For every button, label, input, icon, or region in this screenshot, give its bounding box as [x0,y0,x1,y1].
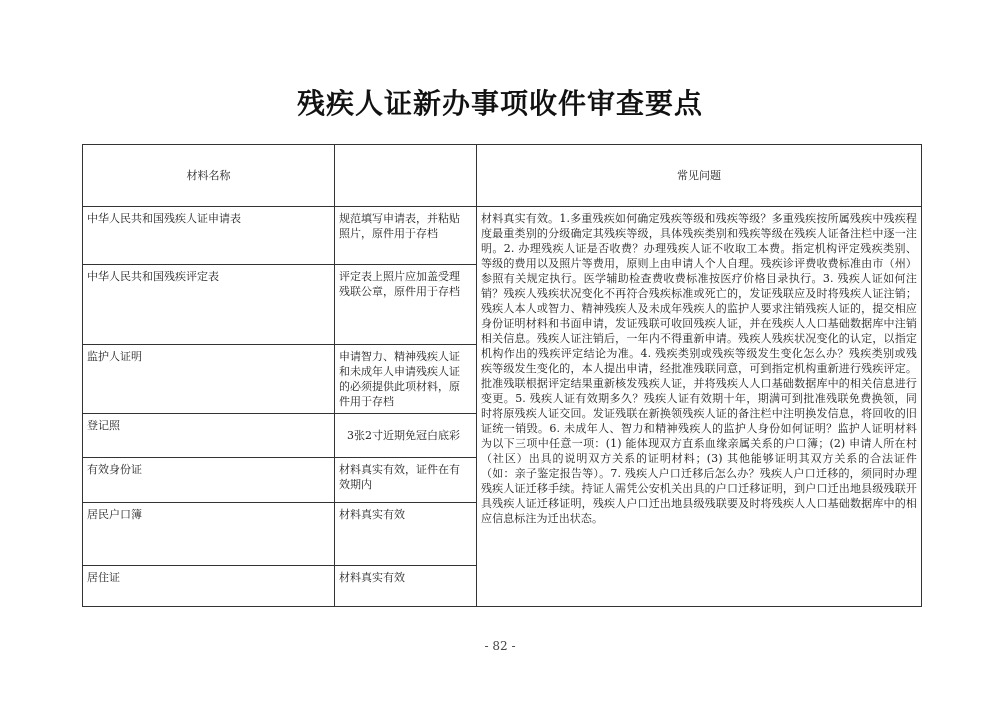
material-name-cell: 中华人民共和国残疾评定表 [83,265,335,345]
material-name-cell: 有效身份证 [83,458,335,503]
faq-cell: 材料真实有效。1.多重残疾如何确定残疾等级和残疾等级？多重残疾按所属残疾中残疾程度最重类别的分级确定其残疾等级，具体残疾类别和残疾等级在残疾人证备注栏中逐一注明。2. 办理残疾人证是否收费？办理残疾人证不收取工本费。指定机构评定残疾类别、等级的费用以及照片等费用，原则上由申请人个人自理。残疾诊评费收费标准由市（州）参照有关规定执行。医学辅助检查费收费标准按医疗价格目录执行。3. 残疾人证如何注销？残疾人残疾状况变化不再符合残疾标准或死亡的，发证残联应及时将残疾人证注销；残疾人本人或智力、精神残疾人及未成年残疾人的监护人要求注销残疾人证的，提交相应身份证明材料和书面申请，发证残联可收回残疾人证，并在残疾人人口基础数据库中注销相关信息。残疾人证注销后，一年内不得重新申请。残疾人残疾状况变化的认定，以指定机构作出的残疾评定结论为准。4. 残疾类别或残疾等级发生变化怎么办？残疾类别或残疾等级发生变化的，本人提出申请，经批准残联同意，可到指定机构重新进行残疾评定。批准残联根据评定结果重新核发残疾人证，并将残疾人人口基础数据库中的相关信息进行变更。5. 残疾人证有效期多久？残疾人证有效期十年，期满可到批准残联免费换领，同时将原残疾人证交回。发证残联在新换领残疾人证的备注栏中注明换发信息，将回收的旧证统一销毁。6. 未成年人、智力和精神残疾人的监护人身份如何证明？监护人证明材料为以下三项中任意一项：(1) 能体现双方直系血缘亲属关系的户口簿；(2) 申请人所在村（社区）出具的说明双方关系的证明材料；(3) 其他能够证明其双方关系的合法证件（如：亲子鉴定报告等）。7. 残疾人户口迁移后怎么办？残疾人户口迁移的，须同时办理残疾人证迁移手续。持证人需凭公安机关出具的户口迁移证明，到户口迁出地县级残联开具残疾人证迁移证明，残疾人户口迁出地县级残联要及时将残疾人人口基础数据库中的相应信息标注为迁出状态。 [477,207,922,607]
requirement-cell: 规范填写申请表，并粘贴 照片，原件用于存档 [335,207,477,265]
material-name-cell: 居住证 [83,566,335,607]
material-name-cell: 居民户口簿 [83,503,335,566]
header-requirement [335,145,477,207]
header-material-name: 材料名称 [83,145,335,207]
requirement-cell: 申请智力、精神残疾人证 和未成年人申请残疾人证 的必须提供此项材料，原 件用于存档 [335,345,477,414]
requirement-cell: 材料真实有效 [335,566,477,607]
table-header-row [83,145,922,207]
requirement-cell [335,414,477,458]
requirement-cell: 材料真实有效 [335,503,477,566]
header-faq: 常见问题 [477,145,922,207]
document-title: 残疾人证新办事项收件审查要点 [296,87,703,120]
photo-requirement-text: 3张2寸近期免冠白底彩 [347,429,460,442]
material-name-cell: 监护人证明 [83,345,335,414]
requirement-cell: 材料真实有效，证件在有 效期内 [335,458,477,503]
requirement-cell: 评定表上照片应加盖受理 残联公章，原件用于存档 [335,265,477,345]
material-name-cell: 登记照 [83,414,335,458]
table-row [83,207,922,265]
review-table [82,144,922,607]
page-number: - 82 - [484,639,516,653]
material-name-cell: 中华人民共和国残疾人证申请表 [83,207,335,265]
